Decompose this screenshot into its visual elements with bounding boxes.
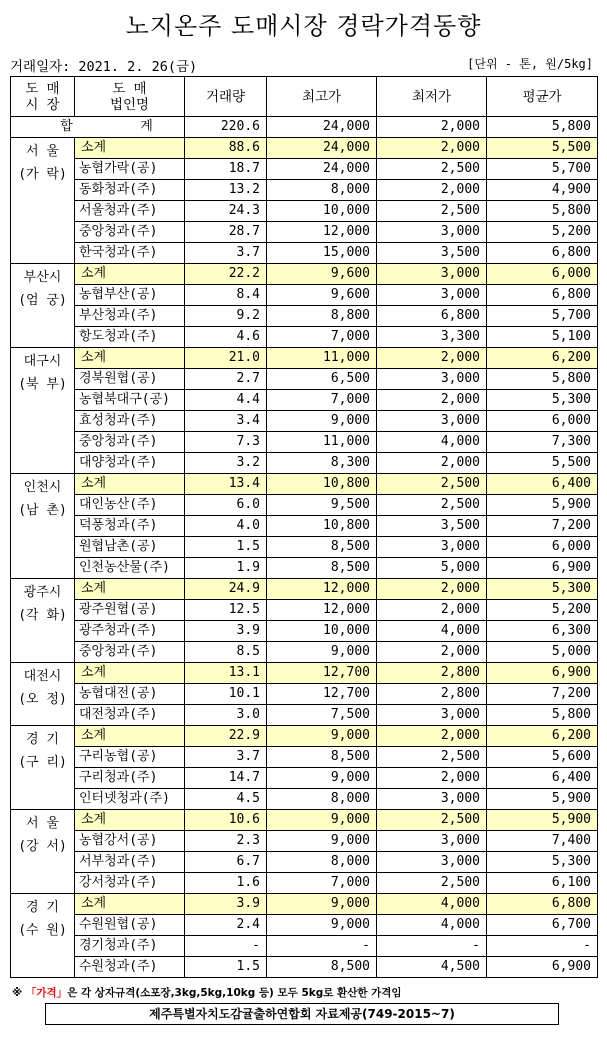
avg-price-cell: 6,900 (487, 558, 598, 579)
avg-price-cell: 6,800 (487, 894, 598, 915)
max-price-cell: 8,000 (267, 789, 377, 810)
subtotal-row (11, 894, 598, 915)
header-corp (75, 77, 185, 117)
total-label-a: 합 (60, 119, 73, 134)
corp-name: 수원청과(주) (75, 957, 185, 978)
market-cell (11, 894, 75, 978)
min-price-cell: 4,000 (377, 621, 487, 642)
market-name: 서 울 (26, 144, 59, 159)
min-price-cell: 3,000 (377, 705, 487, 726)
max-price-cell: - (267, 936, 377, 957)
page-title: 노지온주 도매시장 경락가격동향 (125, 12, 482, 40)
header-market-line1: 도 매 (25, 80, 60, 97)
avg-price-cell: 7,300 (487, 432, 598, 453)
min-price-cell: 2,500 (377, 201, 487, 222)
max-price-cell: 24,000 (267, 159, 377, 180)
table-row (11, 873, 598, 894)
corp-name: 소계 (75, 474, 185, 495)
volume-cell: 8.5 (185, 642, 267, 663)
total-avg: 5,800 (487, 117, 598, 138)
max-price-cell: 8,500 (267, 537, 377, 558)
corp-name: 소계 (75, 726, 185, 747)
min-price-cell: 2,000 (377, 600, 487, 621)
market-name: 인천시 (23, 480, 62, 495)
market-cell (11, 138, 75, 264)
corp-name: 원협남촌(공) (75, 537, 185, 558)
volume-cell: 3.2 (185, 453, 267, 474)
corp-name: 소계 (75, 894, 185, 915)
avg-price-cell: 5,800 (487, 369, 598, 390)
corp-name: 대인농산(주) (75, 495, 185, 516)
corp-name: 효성청과(주) (75, 411, 185, 432)
min-price-cell: 4,000 (377, 894, 487, 915)
subtotal-row (11, 264, 598, 285)
avg-price-cell: 5,100 (487, 327, 598, 348)
table-row (11, 516, 598, 537)
table-row (11, 684, 598, 705)
subtotal-row (11, 348, 598, 369)
volume-cell: 4.6 (185, 327, 267, 348)
avg-price-cell: 5,000 (487, 642, 598, 663)
max-price-cell: 8,800 (267, 306, 377, 327)
avg-price-cell: 5,300 (487, 852, 598, 873)
volume-cell: 10.6 (185, 810, 267, 831)
market-name: 대구시 (23, 354, 62, 369)
avg-price-cell: 6,400 (487, 768, 598, 789)
unit-label: [단위 - 톤, 원/5kg] (467, 57, 593, 71)
min-price-cell: 3,000 (377, 537, 487, 558)
min-price-cell: 2,500 (377, 747, 487, 768)
table-row (11, 768, 598, 789)
max-price-cell: 6,500 (267, 369, 377, 390)
max-price-cell: 8,000 (267, 180, 377, 201)
table-row (11, 495, 598, 516)
avg-price-cell: 6,400 (487, 474, 598, 495)
note-prefix: ※ (12, 987, 26, 999)
market-district: (수 원) (18, 923, 67, 938)
min-price-cell: 3,300 (377, 327, 487, 348)
avg-price-cell: - (487, 936, 598, 957)
avg-price-cell: 5,500 (487, 453, 598, 474)
corp-name: 소계 (75, 810, 185, 831)
corp-name: 소계 (75, 348, 185, 369)
min-price-cell: 2,500 (377, 495, 487, 516)
corp-name: 소계 (75, 663, 185, 684)
avg-price-cell: 5,200 (487, 600, 598, 621)
volume-cell: 1.9 (185, 558, 267, 579)
avg-price-cell: 6,000 (487, 537, 598, 558)
max-price-cell: 12,000 (267, 600, 377, 621)
avg-price-cell: 6,800 (487, 243, 598, 264)
subtotal-row (11, 474, 598, 495)
volume-cell: 2.3 (185, 831, 267, 852)
min-price-cell: 4,000 (377, 432, 487, 453)
market-cell (11, 726, 75, 810)
max-price-cell: 10,800 (267, 516, 377, 537)
price-table (10, 76, 598, 978)
volume-cell: 3.7 (185, 747, 267, 768)
header-corp-line1: 도 매 (112, 80, 147, 97)
corp-name: 중앙청과(주) (75, 222, 185, 243)
volume-cell: 24.9 (185, 579, 267, 600)
volume-cell: 13.4 (185, 474, 267, 495)
table-row (11, 285, 598, 306)
corp-name: 소계 (75, 579, 185, 600)
min-price-cell: 2,500 (377, 810, 487, 831)
table-row (11, 432, 598, 453)
max-price-cell: 9,000 (267, 726, 377, 747)
corp-name: 중앙청과(주) (75, 642, 185, 663)
volume-cell: 9.2 (185, 306, 267, 327)
avg-price-cell: 6,700 (487, 915, 598, 936)
market-name: 경 기 (26, 732, 59, 747)
max-price-cell: 7,000 (267, 390, 377, 411)
subtotal-row (11, 579, 598, 600)
avg-price-cell: 5,600 (487, 747, 598, 768)
market-cell (11, 810, 75, 894)
volume-cell: 6.0 (185, 495, 267, 516)
corp-name: 서부청과(주) (75, 852, 185, 873)
min-price-cell: 3,000 (377, 264, 487, 285)
market-district: (구 리) (18, 755, 67, 770)
volume-cell: 22.9 (185, 726, 267, 747)
avg-price-cell: 7,400 (487, 831, 598, 852)
table-row (11, 831, 598, 852)
table-row (11, 327, 598, 348)
volume-cell: 14.7 (185, 768, 267, 789)
table-row (11, 453, 598, 474)
table-row (11, 411, 598, 432)
avg-price-cell: 6,800 (487, 285, 598, 306)
max-price-cell: 9,000 (267, 894, 377, 915)
corp-name: 항도청과(주) (75, 327, 185, 348)
avg-price-cell: 6,100 (487, 873, 598, 894)
min-price-cell: 2,800 (377, 663, 487, 684)
market-name: 경 기 (26, 900, 59, 915)
corp-name: 덕풍청과(주) (75, 516, 185, 537)
max-price-cell: 12,000 (267, 579, 377, 600)
max-price-cell: 9,000 (267, 915, 377, 936)
volume-cell: 3.9 (185, 621, 267, 642)
price-note (12, 985, 402, 1000)
total-max: 24,000 (267, 117, 377, 138)
total-label (11, 117, 185, 138)
avg-price-cell: 5,700 (487, 159, 598, 180)
max-price-cell: 9,500 (267, 495, 377, 516)
header-max: 최고가 (267, 77, 377, 117)
note-highlight: 「가격」 (25, 987, 68, 999)
avg-price-cell: 5,900 (487, 495, 598, 516)
max-price-cell: 10,000 (267, 621, 377, 642)
market-name: 부산시 (23, 270, 62, 285)
market-district: (강 서) (18, 839, 67, 854)
note-text: 은 각 상자규격(소포장,3kg,5kg,10kg 등) 모두 5kg로 환산한 가격임 (67, 987, 402, 999)
min-price-cell: 3,000 (377, 789, 487, 810)
subtotal-row (11, 663, 598, 684)
max-price-cell: 9,000 (267, 831, 377, 852)
volume-cell: - (185, 936, 267, 957)
table-row (11, 243, 598, 264)
subtotal-row (11, 726, 598, 747)
market-cell (11, 579, 75, 663)
min-price-cell: 2,500 (377, 474, 487, 495)
min-price-cell: 2,000 (377, 453, 487, 474)
table-row (11, 747, 598, 768)
corp-name: 동화청과(주) (75, 180, 185, 201)
max-price-cell: 11,000 (267, 348, 377, 369)
market-district: (오 정) (18, 692, 67, 707)
min-price-cell: 3,000 (377, 852, 487, 873)
avg-price-cell: 5,800 (487, 201, 598, 222)
corp-name: 농협북대구(공) (75, 390, 185, 411)
max-price-cell: 7,500 (267, 705, 377, 726)
min-price-cell: 3,000 (377, 831, 487, 852)
market-cell (11, 264, 75, 348)
table-header-row (11, 77, 598, 117)
avg-price-cell: 5,300 (487, 390, 598, 411)
volume-cell: 88.6 (185, 138, 267, 159)
avg-price-cell: 6,900 (487, 957, 598, 978)
volume-cell: 7.3 (185, 432, 267, 453)
min-price-cell: 3,500 (377, 516, 487, 537)
min-price-cell: 3,000 (377, 222, 487, 243)
max-price-cell: 10,000 (267, 201, 377, 222)
corp-name: 강서청과(주) (75, 873, 185, 894)
min-price-cell: 2,000 (377, 768, 487, 789)
min-price-cell: 2,000 (377, 348, 487, 369)
table-row (11, 306, 598, 327)
corp-name: 대전청과(주) (75, 705, 185, 726)
corp-name: 농협부산(공) (75, 285, 185, 306)
avg-price-cell: 6,000 (487, 411, 598, 432)
subtotal-row (11, 810, 598, 831)
total-label-b: 계 (140, 119, 153, 134)
max-price-cell: 8,500 (267, 957, 377, 978)
market-name: 대전시 (23, 669, 62, 684)
volume-cell: 3.9 (185, 894, 267, 915)
min-price-cell: 6,800 (377, 306, 487, 327)
avg-price-cell: 5,900 (487, 789, 598, 810)
min-price-cell: 4,500 (377, 957, 487, 978)
header-market (11, 77, 75, 117)
min-price-cell: 3,500 (377, 243, 487, 264)
max-price-cell: 11,000 (267, 432, 377, 453)
market-district: (남 촌) (18, 503, 67, 518)
avg-price-cell: 7,200 (487, 516, 598, 537)
table-row (11, 915, 598, 936)
volume-cell: 24.3 (185, 201, 267, 222)
min-price-cell: 2,000 (377, 390, 487, 411)
volume-cell: 3.7 (185, 243, 267, 264)
max-price-cell: 8,500 (267, 747, 377, 768)
market-name: 광주시 (23, 585, 62, 600)
volume-cell: 12.5 (185, 600, 267, 621)
table-row (11, 390, 598, 411)
min-price-cell: 4,000 (377, 915, 487, 936)
max-price-cell: 7,000 (267, 327, 377, 348)
min-price-cell: 2,000 (377, 579, 487, 600)
market-district: (북 부) (18, 377, 67, 392)
volume-cell: 1.5 (185, 537, 267, 558)
max-price-cell: 9,000 (267, 810, 377, 831)
volume-cell: 28.7 (185, 222, 267, 243)
min-price-cell: 2,800 (377, 684, 487, 705)
table-row (11, 222, 598, 243)
corp-name: 농협대전(공) (75, 684, 185, 705)
table-row (11, 558, 598, 579)
volume-cell: 4.4 (185, 390, 267, 411)
volume-cell: 2.4 (185, 915, 267, 936)
table-row (11, 705, 598, 726)
corp-name: 구리청과(주) (75, 768, 185, 789)
volume-cell: 1.6 (185, 873, 267, 894)
corp-name: 광주청과(주) (75, 621, 185, 642)
volume-cell: 10.1 (185, 684, 267, 705)
volume-cell: 6.7 (185, 852, 267, 873)
total-volume: 220.6 (185, 117, 267, 138)
max-price-cell: 9,000 (267, 642, 377, 663)
max-price-cell: 12,000 (267, 222, 377, 243)
trade-date: 거래일자: 2021. 2. 26(금) (10, 59, 198, 75)
table-row (11, 936, 598, 957)
volume-cell: 3.4 (185, 411, 267, 432)
avg-price-cell: 6,200 (487, 348, 598, 369)
volume-cell: 2.7 (185, 369, 267, 390)
volume-cell: 3.0 (185, 705, 267, 726)
corp-name: 구리농협(공) (75, 747, 185, 768)
corp-name: 광주원협(공) (75, 600, 185, 621)
min-price-cell: 2,000 (377, 180, 487, 201)
volume-cell: 18.7 (185, 159, 267, 180)
avg-price-cell: 6,900 (487, 663, 598, 684)
avg-price-cell: 4,900 (487, 180, 598, 201)
min-price-cell: 5,000 (377, 558, 487, 579)
avg-price-cell: 5,800 (487, 705, 598, 726)
header-avg: 평균가 (487, 77, 598, 117)
corp-name: 소계 (75, 264, 185, 285)
min-price-cell: 3,000 (377, 411, 487, 432)
corp-name: 인터넷청과(주) (75, 789, 185, 810)
market-cell (11, 348, 75, 474)
corp-name: 중앙청과(주) (75, 432, 185, 453)
avg-price-cell: 5,200 (487, 222, 598, 243)
header-min: 최저가 (377, 77, 487, 117)
min-price-cell: - (377, 936, 487, 957)
avg-price-cell: 6,000 (487, 264, 598, 285)
max-price-cell: 15,000 (267, 243, 377, 264)
volume-cell: 8.4 (185, 285, 267, 306)
max-price-cell: 10,800 (267, 474, 377, 495)
avg-price-cell: 6,300 (487, 621, 598, 642)
avg-price-cell: 6,200 (487, 726, 598, 747)
max-price-cell: 12,700 (267, 684, 377, 705)
corp-name: 경기청과(주) (75, 936, 185, 957)
max-price-cell: 9,000 (267, 768, 377, 789)
corp-name: 농협가락(공) (75, 159, 185, 180)
table-row (11, 789, 598, 810)
corp-name: 소계 (75, 138, 185, 159)
corp-name: 농협강서(공) (75, 831, 185, 852)
volume-cell: 13.1 (185, 663, 267, 684)
corp-name: 인천농산물(주) (75, 558, 185, 579)
min-price-cell: 3,000 (377, 285, 487, 306)
volume-cell: 21.0 (185, 348, 267, 369)
total-min: 2,000 (377, 117, 487, 138)
table-row (11, 957, 598, 978)
corp-name: 대양청과(주) (75, 453, 185, 474)
corp-name: 부산청과(주) (75, 306, 185, 327)
min-price-cell: 2,500 (377, 873, 487, 894)
max-price-cell: 8,000 (267, 852, 377, 873)
table-row (11, 621, 598, 642)
avg-price-cell: 5,500 (487, 138, 598, 159)
market-name: 서 울 (26, 816, 59, 831)
volume-cell: 22.2 (185, 264, 267, 285)
table-row (11, 642, 598, 663)
market-district: (엄 궁) (18, 293, 67, 308)
corp-name: 경북원협(공) (75, 369, 185, 390)
volume-cell: 4.0 (185, 516, 267, 537)
header-corp-line2: 법인명 (109, 96, 150, 113)
market-district: (가 락) (18, 167, 67, 182)
max-price-cell: 9,000 (267, 411, 377, 432)
market-cell (11, 663, 75, 726)
corp-name: 수원원협(공) (75, 915, 185, 936)
avg-price-cell: 5,900 (487, 810, 598, 831)
max-price-cell: 8,300 (267, 453, 377, 474)
source-credit: 제주특별자치도감귤출하연합회 자료제공(749-2015~7) (45, 1003, 559, 1025)
table-row (11, 369, 598, 390)
table-row (11, 201, 598, 222)
avg-price-cell: 5,700 (487, 306, 598, 327)
table-row (11, 537, 598, 558)
market-cell (11, 474, 75, 579)
min-price-cell: 3,000 (377, 369, 487, 390)
total-row (11, 117, 598, 138)
avg-price-cell: 5,300 (487, 579, 598, 600)
max-price-cell: 9,600 (267, 264, 377, 285)
volume-cell: 4.5 (185, 789, 267, 810)
header-volume: 거래량 (185, 77, 267, 117)
table-row (11, 159, 598, 180)
min-price-cell: 2,000 (377, 726, 487, 747)
corp-name: 한국청과(주) (75, 243, 185, 264)
volume-cell: 1.5 (185, 957, 267, 978)
max-price-cell: 9,600 (267, 285, 377, 306)
table-row (11, 852, 598, 873)
table-row (11, 180, 598, 201)
avg-price-cell: 7,200 (487, 684, 598, 705)
min-price-cell: 2,500 (377, 159, 487, 180)
table-row (11, 600, 598, 621)
max-price-cell: 7,000 (267, 873, 377, 894)
max-price-cell: 24,000 (267, 138, 377, 159)
min-price-cell: 2,000 (377, 642, 487, 663)
max-price-cell: 8,500 (267, 558, 377, 579)
volume-cell: 13.2 (185, 180, 267, 201)
subtotal-row (11, 138, 598, 159)
min-price-cell: 2,000 (377, 138, 487, 159)
corp-name: 서울청과(주) (75, 201, 185, 222)
header-market-line2: 시 장 (25, 96, 60, 113)
market-district: (각 화) (18, 608, 67, 623)
max-price-cell: 12,700 (267, 663, 377, 684)
